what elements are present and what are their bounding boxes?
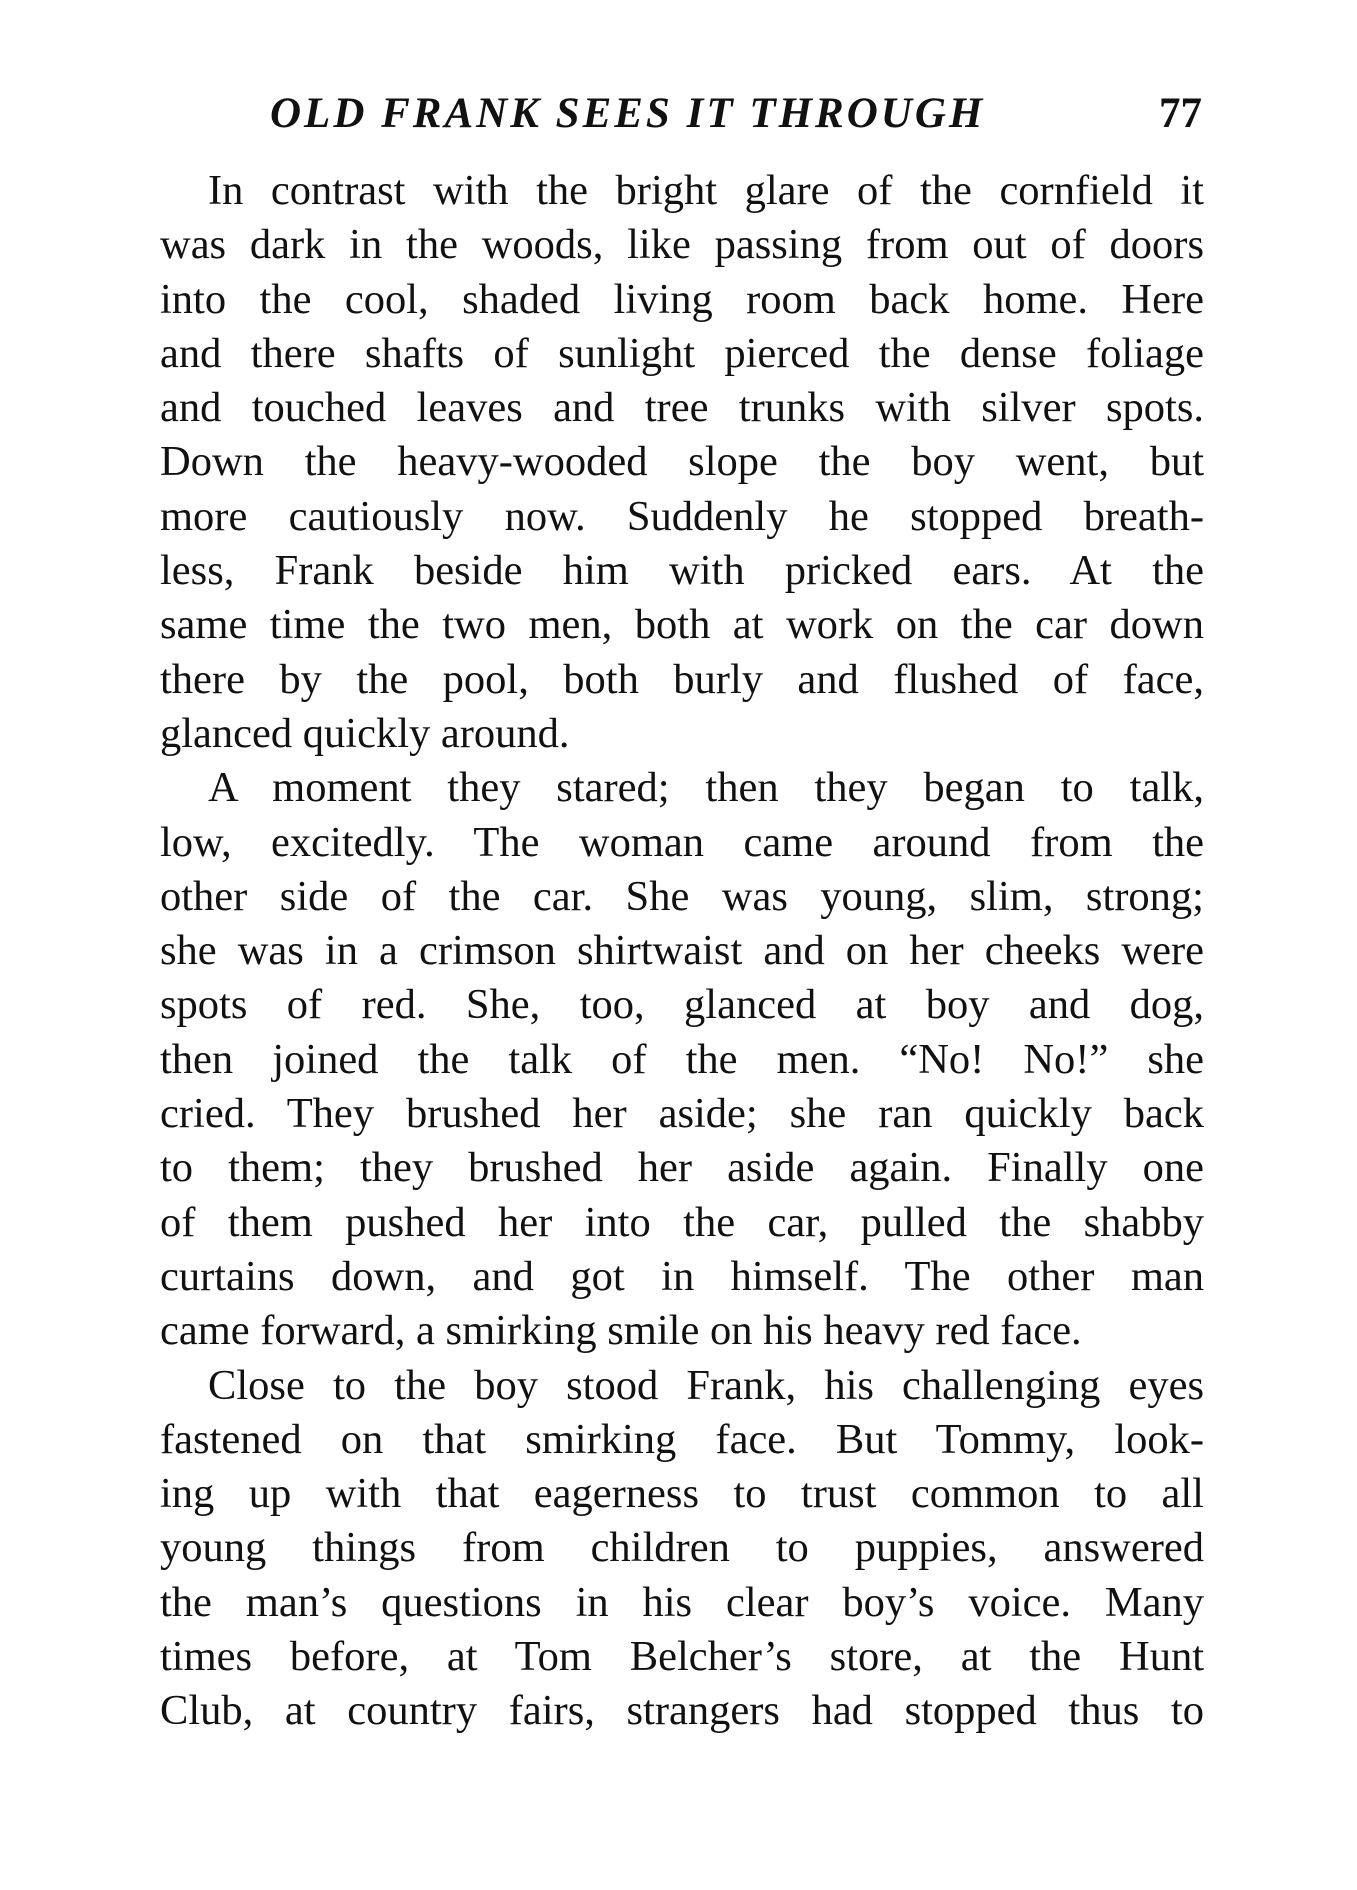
running-head — [240, 86, 1202, 142]
paragraph-line: and there shafts of sunlight pierced the dense foliage — [160, 329, 1204, 377]
paragraph-line: Down the heavy-wooded slope the boy went, but — [160, 438, 1204, 486]
paragraph-line: ing up with that eagerness to trust common to all — [160, 1470, 1204, 1518]
paragraph-2 — [160, 761, 1204, 1358]
paragraph-line: young things from children to puppies, answered — [160, 1524, 1204, 1572]
body-text — [160, 164, 1204, 1739]
paragraph-line: curtains down, and got in himself. The other man — [160, 1252, 1204, 1300]
paragraph-line: she was in a crimson shirtwaist and on her cheeks were — [160, 927, 1204, 975]
paragraph-line: was dark in the woods, like passing from out of doors — [160, 221, 1204, 269]
paragraph-line: then joined the talk of the men. “No! No!” she — [160, 1035, 1204, 1083]
paragraph-line: to them; they brushed her aside again. Finally one — [160, 1144, 1204, 1192]
paragraph-line: less, Frank beside him with pricked ears. At the — [160, 547, 1204, 595]
paragraph-line: fastened on that smirking face. But Tommy, look- — [160, 1415, 1204, 1463]
running-title: OLD FRANK SEES IT THROUGH — [270, 90, 986, 137]
paragraph-line: the man’s questions in his clear boy’s voice. Many — [160, 1578, 1204, 1626]
paragraph-line: came forward, a smirking smile on his heavy red face. — [160, 1307, 1082, 1355]
paragraph-1 — [160, 164, 1204, 761]
paragraph-line: into the cool, shaded living room back home. Here — [160, 275, 1204, 323]
paragraph-line: In contrast with the bright glare of the cornfield it — [208, 167, 1204, 214]
paragraph-line: Close to the boy stood Frank, his challenging eyes — [208, 1361, 1204, 1409]
paragraph-line: spots of red. She, too, glanced at boy and dog, — [160, 981, 1204, 1029]
paragraph-line: more cautiously now. Suddenly he stopped breath- — [160, 492, 1204, 540]
paragraph-line: there by the pool, both burly and flushed of face, — [160, 655, 1204, 703]
paragraph-line: Club, at country fairs, strangers had stopped thus to — [160, 1687, 1204, 1735]
paragraph-line: same time the two men, both at work on the car down — [160, 601, 1204, 649]
paragraph-line: of them pushed her into the car, pulled the shabby — [160, 1198, 1204, 1246]
paragraph-line: cried. They brushed her aside; she ran quickly back — [160, 1090, 1204, 1138]
paragraph-line: other side of the car. She was young, slim, strong; — [160, 872, 1204, 920]
paragraph-line: and touched leaves and tree trunks with silver spots. — [160, 384, 1204, 432]
paragraph-line: low, excitedly. The woman came around from the — [160, 818, 1204, 866]
paragraph-3 — [160, 1359, 1204, 1739]
page-number: 77 — [1159, 90, 1202, 137]
paragraph-line: A moment they stared; then they began to talk, — [208, 764, 1204, 812]
paragraph-line: times before, at Tom Belcher’s store, at the Hunt — [160, 1633, 1204, 1681]
paragraph-line: glanced quickly around. — [160, 709, 570, 757]
